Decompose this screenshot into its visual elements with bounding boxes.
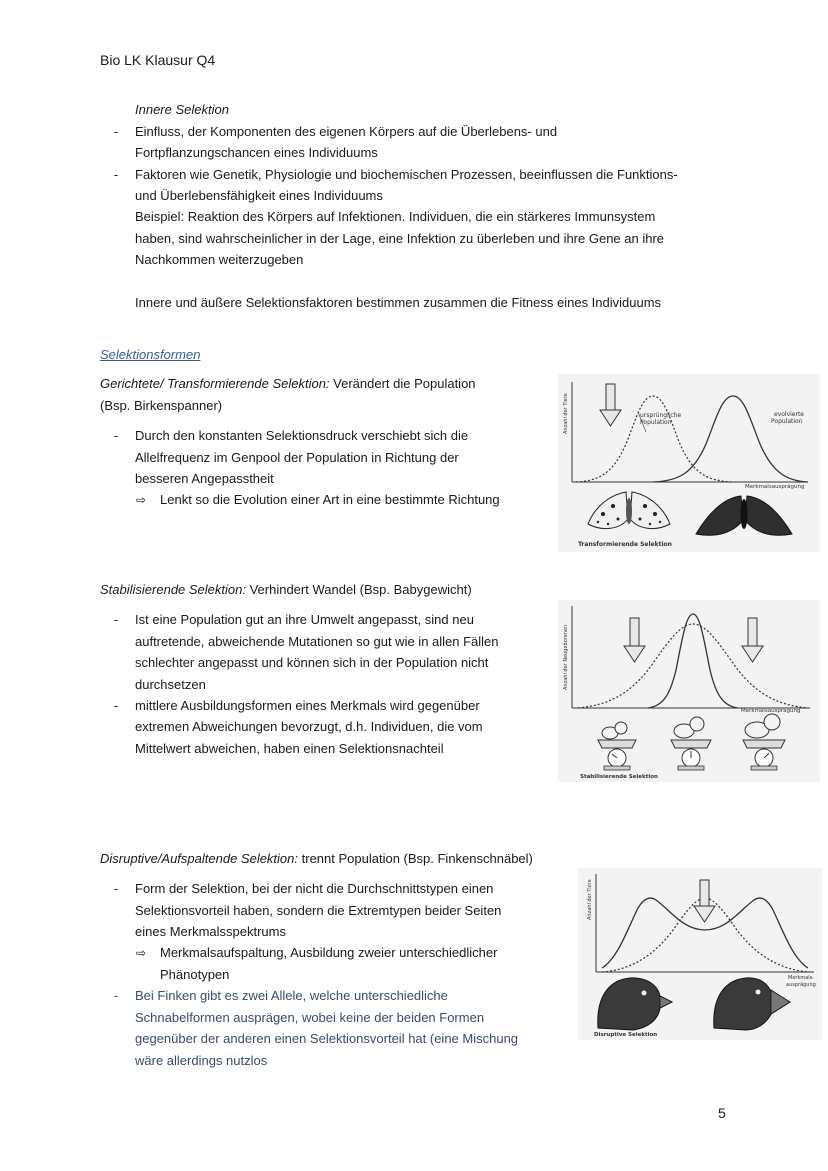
stabil-bullet1-line3: schlechter angepasst und können sich in der Population nicht [135, 655, 489, 670]
innere-example-line1: Beispiel: Reaktion des Körpers auf Infektionen. Individuen, die ein stärkeres Immunsystem [135, 209, 656, 224]
baby-scale-light-icon [598, 722, 636, 770]
disruptive-diagram [578, 868, 822, 1040]
selection-arrow-icon [600, 410, 621, 426]
gerichtete-title [100, 374, 476, 394]
stabil-bullet1-line2: auftretende, abweichende Mutationen so gut wie in allen Fällen [135, 634, 499, 649]
x-axis-label-line2: ausprägung [786, 982, 816, 988]
selected-population-curve [648, 614, 738, 708]
arrow-right-icon: ⇨ [136, 493, 147, 507]
disruptiv-bullet1-line2: Selektionsvorteil haben, sondern die Extremtypen beider Seiten [135, 903, 502, 918]
disruptiv-title-rest: trennt Population (Bsp. Finkenschnäbel) [298, 851, 533, 866]
bullet-dash: - [113, 881, 119, 896]
figure-caption: Disruptive Selektion [594, 1032, 658, 1038]
gerichtete-example: (Bsp. Birkenspanner) [100, 398, 223, 413]
transformierende-diagram [558, 374, 820, 552]
label-evolved-line2: Population [771, 418, 803, 425]
finch-small-beak-icon [598, 978, 672, 1030]
label-original-line1: ursprüngliche [640, 412, 682, 419]
stabil-bullet1-line1: Ist eine Population gut an ihre Umwelt angepasst, sind neu [135, 612, 474, 627]
stabil-bullet2-line2: extremen Abweichungen bevorzugt, d.h. Individuen, die vom [135, 719, 483, 734]
bullet-dash: - [113, 698, 119, 713]
baby-scale-heavy-icon [743, 714, 785, 770]
evolved-population-curve [653, 396, 808, 482]
gerichtete-bullet1-line2: Allelfrequenz im Genpool der Population in Richtung der [135, 450, 459, 465]
label-evolved-line1: evolvierte [774, 411, 804, 418]
selection-arrow-shaft [606, 384, 615, 410]
finch-large-beak-icon [714, 978, 790, 1030]
disruptiv-bullet1-line3: eines Merkmalsspektrums [135, 924, 286, 939]
innere-example-line2: haben, sind wahrscheinlicher in der Lage, eine Infektion zu überleben und ihre Gene an ihre [135, 231, 665, 246]
innere-bullet2-line1: Faktoren wie Genetik, Physiologie und biochemischen Prozessen, beeinflussen die Funktions- [135, 167, 678, 182]
bullet-dash: - [113, 428, 119, 443]
disruptiv-bullet2-line2: Schnabelformen ausprägen, wobei keine der beiden Formen [135, 1010, 485, 1025]
innere-bullet2-line2: und Überlebensfähigkeit eines Individuums [135, 188, 383, 203]
stabil-bullet1-line4: durchsetzen [135, 677, 206, 692]
selection-arrow-right-icon [742, 646, 763, 662]
stabil-bullet2-line3: Mittelwert abweichen, haben einen Selektionsnachteil [135, 741, 444, 756]
figure-stabilisierende-selektion [558, 600, 820, 782]
selection-arrow-right-shaft [748, 618, 757, 646]
selection-arrow-left-shaft [630, 618, 639, 646]
disruptiv-bullet1-line1: Form der Selektion, bei der nicht die Durchschnittstypen einen [135, 881, 494, 896]
disruptiv-sub-line1: Merkmalsaufspaltung, Ausbildung zweier unterschiedlicher [160, 945, 498, 960]
x-axis-label: Merkmalsausprägung [741, 708, 801, 714]
stabil-title [100, 580, 472, 600]
gerichtete-title-italic: Gerichtete/ Transformierende Selektion: [100, 376, 330, 391]
selection-arrow-shaft [700, 880, 709, 906]
disruptiv-title [100, 849, 533, 869]
figure-caption: Stabilisierende Selektion [580, 774, 658, 780]
figure-caption: Transformierende Selektion [578, 541, 672, 548]
selection-arrow-left-icon [624, 646, 645, 662]
gerichtete-bullet1-line1: Durch den konstanten Selektionsdruck verschiebt sich die [135, 428, 469, 443]
x-axis-label: Merkmalsausprägung [745, 484, 805, 490]
y-axis-label: Anzahl der Neugeborenen [563, 624, 569, 690]
innere-selektion-heading: Innere Selektion [135, 102, 229, 117]
selection-arrow-icon [694, 906, 715, 922]
disruptiv-bullet2-line4: wäre allerdings nutzlos [135, 1053, 268, 1068]
disruptiv-bullet2-line3: gegenüber der anderen einen Selektionsvorteil hat (eine Mischung [135, 1031, 519, 1046]
x-axis-label-line1: Merkmals- [788, 975, 815, 981]
disruptiv-title-italic: Disruptive/Aufspaltende Selektion: [100, 851, 299, 866]
original-population-curve [578, 624, 808, 708]
document-header-title: Bio LK Klausur Q4 [100, 52, 216, 68]
figure-disruptive-selektion [578, 868, 822, 1040]
bullet-dash: - [113, 988, 119, 1003]
innere-summary: Innere und äußere Selektionsfaktoren bestimmen zusammen die Fitness eines Individuums [135, 295, 662, 310]
bullet-dash: - [113, 612, 119, 627]
arrow-right-icon: ⇨ [136, 946, 147, 960]
innere-bullet1-line1: Einfluss, der Komponenten des eigenen Körpers auf die Überlebens- und [135, 124, 558, 139]
stabilisierende-diagram [558, 600, 820, 782]
baby-scale-medium-icon [671, 717, 711, 770]
section-title-selektionsformen: Selektionsformen [100, 347, 201, 362]
y-axis-label: Anzahl der Tiere [587, 879, 593, 920]
gerichtete-title-rest: Verändert die Population [329, 376, 476, 391]
dark-moth-icon [696, 496, 792, 535]
light-moth-icon [588, 492, 670, 529]
stabil-title-italic: Stabilisierende Selektion: [100, 582, 246, 597]
figure-transformierende-selektion [558, 374, 820, 552]
original-population-curve [576, 396, 733, 482]
innere-example-line3: Nachkommen weiterzugeben [135, 252, 304, 267]
stabil-title-rest: Verhindert Wandel (Bsp. Babygewicht) [245, 582, 472, 597]
innere-bullet1-line2: Fortpflanzungschancen eines Individuums [135, 145, 378, 160]
gerichtete-bullet1-line3: besseren Angepasstheit [135, 471, 274, 486]
bullet-dash: - [113, 124, 119, 139]
bullet-dash: - [113, 167, 119, 182]
page-number: 5 [718, 1105, 726, 1121]
stabil-bullet2-line1: mittlere Ausbildungsformen eines Merkmals wird gegenüber [135, 698, 480, 713]
disruptiv-bullet2-line1: Bei Finken gibt es zwei Allele, welche unterschiedliche [135, 988, 448, 1003]
disruptiv-sub-line2: Phänotypen [160, 967, 230, 982]
label-original-line2: Population [640, 419, 672, 426]
gerichtete-sub: Lenkt so die Evolution einer Art in eine bestimmte Richtung [160, 492, 500, 507]
y-axis-label: Anzahl der Tiere [563, 393, 569, 434]
